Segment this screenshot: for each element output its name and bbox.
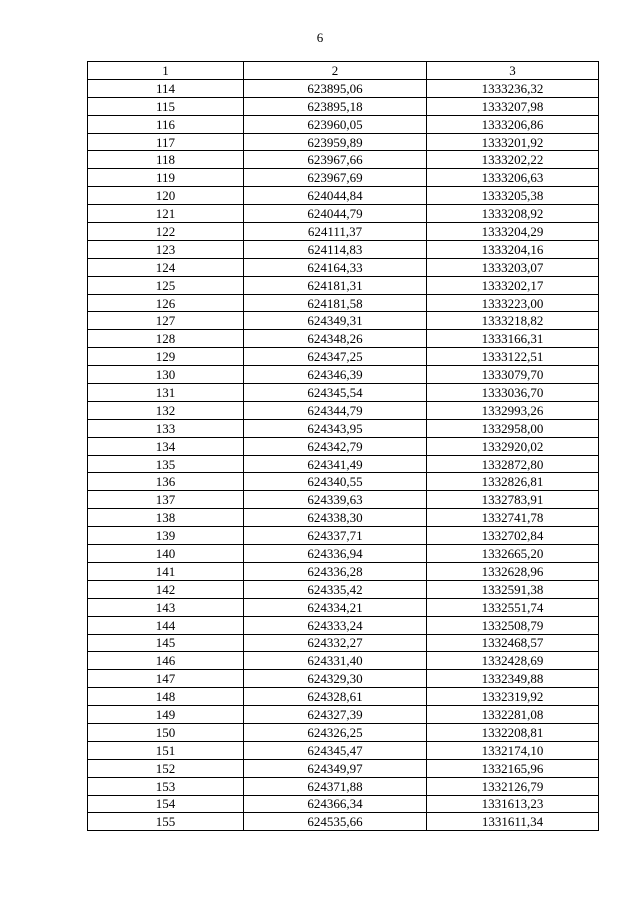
- y-coordinate-cell: 1333202,17: [427, 276, 599, 294]
- page-number: 6: [316, 30, 324, 45]
- x-coordinate-cell: 624344,79: [244, 401, 427, 419]
- x-coordinate-cell: 624345,47: [244, 741, 427, 759]
- point-number-cell: 146: [88, 652, 244, 670]
- table-row: [88, 741, 599, 759]
- y-coordinate-cell: 1332741,78: [427, 509, 599, 527]
- x-coordinate-cell: 623959,89: [244, 133, 427, 151]
- x-coordinate-cell: 624334,21: [244, 598, 427, 616]
- table-row: [88, 491, 599, 509]
- x-coordinate-cell: 624335,42: [244, 580, 427, 598]
- x-coordinate-cell: 623960,05: [244, 115, 427, 133]
- x-coordinate-cell: 624535,66: [244, 813, 427, 831]
- point-number-cell: 154: [88, 795, 244, 813]
- y-coordinate-cell: 1333079,70: [427, 366, 599, 384]
- point-number-cell: 150: [88, 723, 244, 741]
- column-header-1: 1: [88, 62, 244, 80]
- table-body: [88, 79, 599, 830]
- point-number-cell: 129: [88, 348, 244, 366]
- y-coordinate-cell: 1333036,70: [427, 384, 599, 402]
- y-coordinate-cell: 1332174,10: [427, 741, 599, 759]
- y-coordinate-cell: 1333203,07: [427, 258, 599, 276]
- point-number-cell: 116: [88, 115, 244, 133]
- point-number-cell: 122: [88, 223, 244, 241]
- point-number-cell: 140: [88, 545, 244, 563]
- table-row: [88, 473, 599, 491]
- point-number-cell: 142: [88, 580, 244, 598]
- point-number-cell: 134: [88, 437, 244, 455]
- point-number-cell: 151: [88, 741, 244, 759]
- point-number-cell: 120: [88, 187, 244, 205]
- y-coordinate-cell: 1333208,92: [427, 205, 599, 223]
- table-row: [88, 634, 599, 652]
- point-number-cell: 119: [88, 169, 244, 187]
- point-number-cell: 155: [88, 813, 244, 831]
- x-coordinate-cell: 624348,26: [244, 330, 427, 348]
- point-number-cell: 137: [88, 491, 244, 509]
- x-coordinate-cell: 624329,30: [244, 670, 427, 688]
- table-row: [88, 723, 599, 741]
- point-number-cell: 128: [88, 330, 244, 348]
- coordinates-table: [87, 61, 599, 831]
- y-coordinate-cell: 1333206,86: [427, 115, 599, 133]
- point-number-cell: 132: [88, 401, 244, 419]
- table-row: [88, 652, 599, 670]
- x-coordinate-cell: 624346,39: [244, 366, 427, 384]
- table-row: [88, 527, 599, 545]
- x-coordinate-cell: 624338,30: [244, 509, 427, 527]
- point-number-cell: 118: [88, 151, 244, 169]
- point-number-cell: 123: [88, 240, 244, 258]
- x-coordinate-cell: 624111,37: [244, 223, 427, 241]
- x-coordinate-cell: 624340,55: [244, 473, 427, 491]
- y-coordinate-cell: 1333207,98: [427, 97, 599, 115]
- table-row: [88, 276, 599, 294]
- table-row: [88, 97, 599, 115]
- point-number-cell: 131: [88, 384, 244, 402]
- x-coordinate-cell: 624345,54: [244, 384, 427, 402]
- point-number-cell: 147: [88, 670, 244, 688]
- x-coordinate-cell: 624332,27: [244, 634, 427, 652]
- point-number-cell: 153: [88, 777, 244, 795]
- point-number-cell: 148: [88, 688, 244, 706]
- y-coordinate-cell: 1332319,92: [427, 688, 599, 706]
- x-coordinate-cell: 624114,83: [244, 240, 427, 258]
- y-coordinate-cell: 1332993,26: [427, 401, 599, 419]
- point-number-cell: 144: [88, 616, 244, 634]
- table-row: [88, 545, 599, 563]
- column-header-3: 3: [427, 62, 599, 80]
- y-coordinate-cell: 1333205,38: [427, 187, 599, 205]
- table-row: [88, 670, 599, 688]
- table-row: [88, 401, 599, 419]
- point-number-cell: 139: [88, 527, 244, 545]
- point-number-cell: 145: [88, 634, 244, 652]
- x-coordinate-cell: 624333,24: [244, 616, 427, 634]
- column-header-2: 2: [244, 62, 427, 80]
- point-number-cell: 124: [88, 258, 244, 276]
- y-coordinate-cell: 1333223,00: [427, 294, 599, 312]
- table-row: [88, 509, 599, 527]
- x-coordinate-cell: 624349,31: [244, 312, 427, 330]
- y-coordinate-cell: 1333204,29: [427, 223, 599, 241]
- x-coordinate-cell: 624331,40: [244, 652, 427, 670]
- x-coordinate-cell: 623895,18: [244, 97, 427, 115]
- y-coordinate-cell: 1331613,23: [427, 795, 599, 813]
- point-number-cell: 121: [88, 205, 244, 223]
- y-coordinate-cell: 1332958,00: [427, 419, 599, 437]
- y-coordinate-cell: 1332126,79: [427, 777, 599, 795]
- table-row: [88, 706, 599, 724]
- table-row: [88, 205, 599, 223]
- y-coordinate-cell: 1333122,51: [427, 348, 599, 366]
- x-coordinate-cell: 624326,25: [244, 723, 427, 741]
- point-number-cell: 130: [88, 366, 244, 384]
- table-header-row: [88, 62, 599, 80]
- table-row: [88, 294, 599, 312]
- y-coordinate-cell: 1333204,16: [427, 240, 599, 258]
- x-coordinate-cell: 624328,61: [244, 688, 427, 706]
- x-coordinate-cell: 624327,39: [244, 706, 427, 724]
- table-row: [88, 813, 599, 831]
- table-row: [88, 133, 599, 151]
- y-coordinate-cell: 1332165,96: [427, 759, 599, 777]
- x-coordinate-cell: 623967,69: [244, 169, 427, 187]
- x-coordinate-cell: 624044,84: [244, 187, 427, 205]
- table-row: [88, 223, 599, 241]
- table-row: [88, 151, 599, 169]
- x-coordinate-cell: 624336,28: [244, 562, 427, 580]
- y-coordinate-cell: 1332591,38: [427, 580, 599, 598]
- table-header: [88, 62, 599, 80]
- table-row: [88, 759, 599, 777]
- x-coordinate-cell: 624349,97: [244, 759, 427, 777]
- table-row: [88, 240, 599, 258]
- y-coordinate-cell: 1331611,34: [427, 813, 599, 831]
- point-number-cell: 125: [88, 276, 244, 294]
- y-coordinate-cell: 1333166,31: [427, 330, 599, 348]
- y-coordinate-cell: 1332281,08: [427, 706, 599, 724]
- point-number-cell: 136: [88, 473, 244, 491]
- table-row: [88, 258, 599, 276]
- point-number-cell: 135: [88, 455, 244, 473]
- x-coordinate-cell: 624341,49: [244, 455, 427, 473]
- x-coordinate-cell: 624371,88: [244, 777, 427, 795]
- point-number-cell: 141: [88, 562, 244, 580]
- y-coordinate-cell: 1332920,02: [427, 437, 599, 455]
- table-row: [88, 169, 599, 187]
- y-coordinate-cell: 1332468,57: [427, 634, 599, 652]
- x-coordinate-cell: 624342,79: [244, 437, 427, 455]
- table-row: [88, 777, 599, 795]
- point-number-cell: 143: [88, 598, 244, 616]
- y-coordinate-cell: 1332349,88: [427, 670, 599, 688]
- table-row: [88, 562, 599, 580]
- table-row: [88, 330, 599, 348]
- point-number-cell: 127: [88, 312, 244, 330]
- table-row: [88, 384, 599, 402]
- table-row: [88, 187, 599, 205]
- y-coordinate-cell: 1333202,22: [427, 151, 599, 169]
- point-number-cell: 138: [88, 509, 244, 527]
- y-coordinate-cell: 1332628,96: [427, 562, 599, 580]
- x-coordinate-cell: 624366,34: [244, 795, 427, 813]
- table-row: [88, 366, 599, 384]
- y-coordinate-cell: 1333201,92: [427, 133, 599, 151]
- point-number-cell: 126: [88, 294, 244, 312]
- x-coordinate-cell: 624336,94: [244, 545, 427, 563]
- x-coordinate-cell: 624339,63: [244, 491, 427, 509]
- y-coordinate-cell: 1333236,32: [427, 79, 599, 97]
- y-coordinate-cell: 1333218,82: [427, 312, 599, 330]
- x-coordinate-cell: 624164,33: [244, 258, 427, 276]
- table-row: [88, 455, 599, 473]
- table-row: [88, 688, 599, 706]
- x-coordinate-cell: 624343,95: [244, 419, 427, 437]
- point-number-cell: 152: [88, 759, 244, 777]
- y-coordinate-cell: 1332208,81: [427, 723, 599, 741]
- y-coordinate-cell: 1332872,80: [427, 455, 599, 473]
- x-coordinate-cell: 623967,66: [244, 151, 427, 169]
- x-coordinate-cell: 624044,79: [244, 205, 427, 223]
- y-coordinate-cell: 1332508,79: [427, 616, 599, 634]
- table-row: [88, 115, 599, 133]
- table-row: [88, 312, 599, 330]
- x-coordinate-cell: 624181,58: [244, 294, 427, 312]
- table-row: [88, 79, 599, 97]
- x-coordinate-cell: 624181,31: [244, 276, 427, 294]
- point-number-cell: 133: [88, 419, 244, 437]
- point-number-cell: 114: [88, 79, 244, 97]
- table-row: [88, 795, 599, 813]
- table-row: [88, 437, 599, 455]
- point-number-cell: 149: [88, 706, 244, 724]
- x-coordinate-cell: 624347,25: [244, 348, 427, 366]
- y-coordinate-cell: 1332665,20: [427, 545, 599, 563]
- table-row: [88, 616, 599, 634]
- table-row: [88, 598, 599, 616]
- point-number-cell: 117: [88, 133, 244, 151]
- y-coordinate-cell: 1332826,81: [427, 473, 599, 491]
- x-coordinate-cell: 624337,71: [244, 527, 427, 545]
- point-number-cell: 115: [88, 97, 244, 115]
- y-coordinate-cell: 1332428,69: [427, 652, 599, 670]
- table-row: [88, 580, 599, 598]
- table-row: [88, 348, 599, 366]
- table-row: [88, 419, 599, 437]
- y-coordinate-cell: 1332702,84: [427, 527, 599, 545]
- x-coordinate-cell: 623895,06: [244, 79, 427, 97]
- y-coordinate-cell: 1332551,74: [427, 598, 599, 616]
- y-coordinate-cell: 1333206,63: [427, 169, 599, 187]
- y-coordinate-cell: 1332783,91: [427, 491, 599, 509]
